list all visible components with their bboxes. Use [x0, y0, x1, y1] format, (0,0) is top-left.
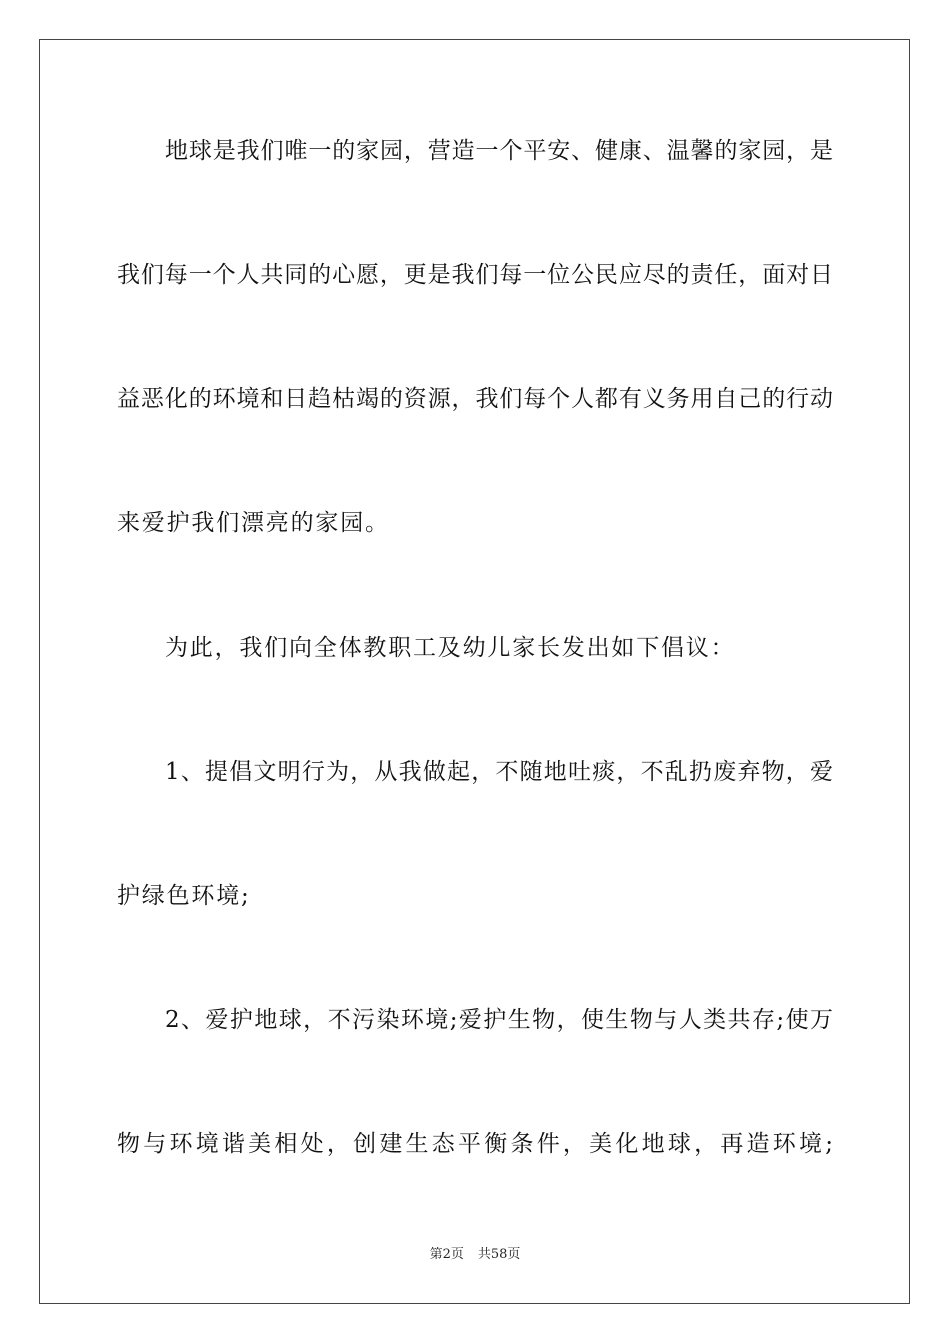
- paragraph-line-7: 护绿色环境;: [117, 883, 251, 909]
- paragraph-line-5: 为此，我们向全体教职工及幼儿家长发出如下倡议：: [165, 635, 736, 661]
- paragraph-line-3: 益恶化的环境和日趋枯竭的资源，我们每个人都有义务用自己的行动: [117, 386, 833, 412]
- page-border: [39, 39, 910, 1304]
- paragraph-line-9: 物与环境谐美相处，创建生态平衡条件，美化地球，再造环境;: [117, 1131, 833, 1157]
- paragraph-line-8: 2、爱护地球，不污染环境;爱护生物，使生物与人类共存;使万: [165, 1007, 833, 1033]
- paragraph-line-4: 来爱护我们漂亮的家园。: [117, 510, 390, 536]
- paragraph-line-1: 地球是我们唯一的家园，营造一个平安、健康、温馨的家园，是: [165, 138, 833, 164]
- page-total: 共58页: [477, 1247, 521, 1262]
- page-footer: [0, 1246, 950, 1264]
- paragraph-line-6: 1、提倡文明行为，从我做起，不随地吐痰，不乱扔废弃物，爱: [165, 759, 833, 785]
- page-number: 第2页: [429, 1247, 464, 1262]
- paragraph-line-2: 我们每一个人共同的心愿，更是我们每一位公民应尽的责任，面对日: [117, 262, 833, 288]
